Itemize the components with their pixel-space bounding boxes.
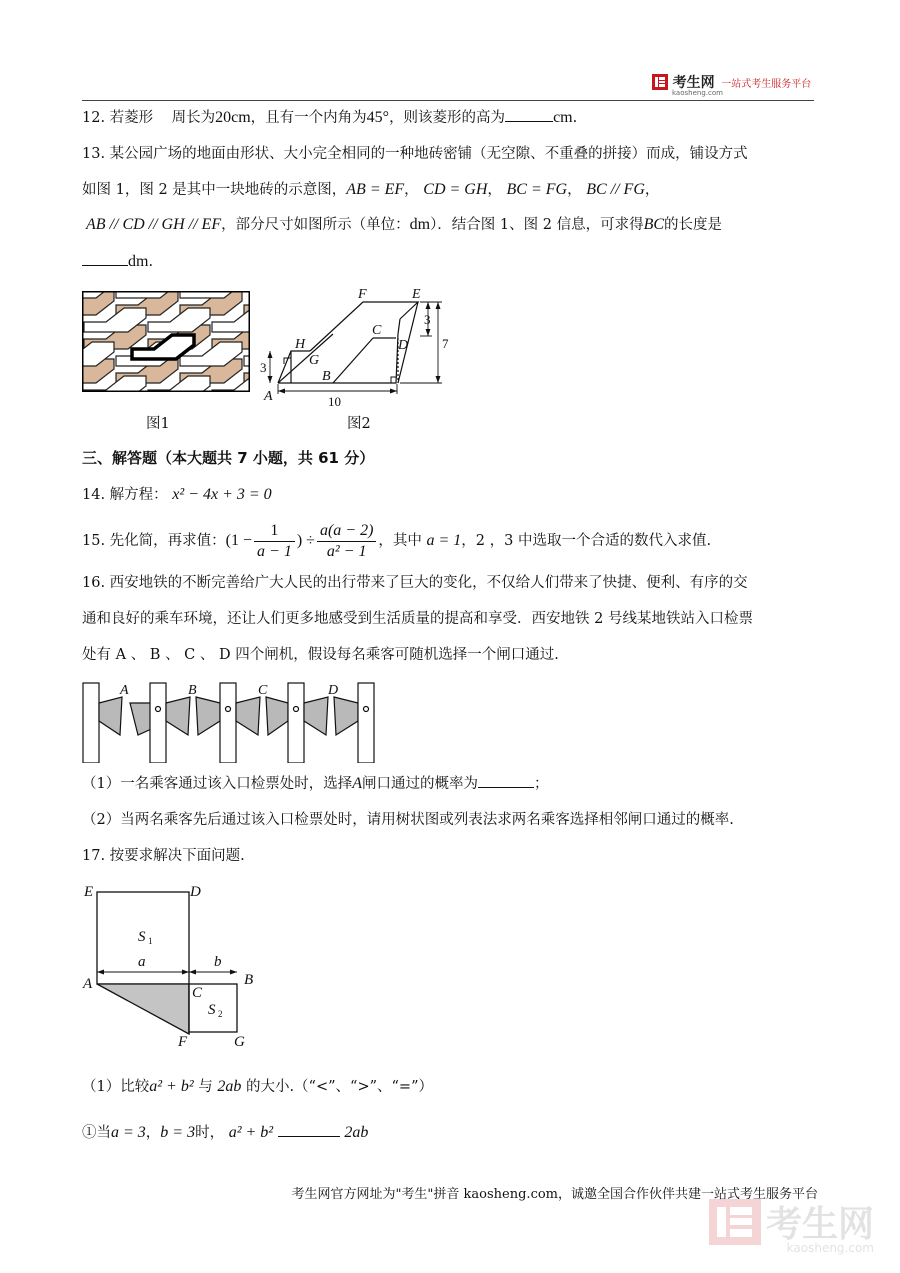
- header-rule: [82, 100, 814, 101]
- brand-slogan: 一站式考生服务平台: [721, 78, 812, 90]
- label-E: E: [412, 287, 421, 302]
- figure-1-tiling: [82, 291, 250, 392]
- answer-blank[interactable]: [82, 251, 128, 266]
- dim-10: 10: [328, 394, 341, 409]
- q16-part2: （2）当两名乘客先后通过该入口检票处时，请用树状图或列表法求两名乘客选择相邻闸口通过的概率.: [82, 812, 734, 828]
- label-b: b: [214, 954, 222, 970]
- q13-line1: 13. 某公园广场的地面由形状、大小完全相同的一种地砖密铺（无空隙、不重叠的拼接）而成，铺设方式: [82, 146, 748, 162]
- answer-blank[interactable]: [278, 1122, 340, 1137]
- label-D: D: [398, 338, 409, 353]
- figure-q17: [80, 880, 270, 1052]
- label-A: A: [264, 389, 273, 404]
- label-B: B: [322, 369, 331, 384]
- label-C: C: [372, 323, 382, 338]
- watermark-logo-icon: [709, 1199, 761, 1245]
- watermark-domain: kaosheng.com: [786, 1241, 874, 1255]
- label-F: F: [358, 287, 367, 302]
- label-H: H: [295, 337, 306, 352]
- label-S2: S: [208, 1002, 216, 1018]
- fraction-2: $\frac{a(a - 2)}{\text{a² − 1}}$: [317, 521, 376, 562]
- gate-C-label: C: [258, 683, 268, 698]
- watermark-brand: 考生网: [765, 1204, 874, 1245]
- q16-line2: 通和良好的乘车环境，还让人们更多地感受到生活质量的提高和享受．西安地铁 2 号线某地铁站入口检票: [82, 611, 753, 627]
- dim-3-left: 3: [260, 360, 267, 375]
- figure-2-caption: 图2: [347, 416, 371, 432]
- figure-2-tile: [258, 284, 454, 412]
- label-S2-sub: 2: [218, 1009, 223, 1019]
- fraction-1: $\frac{1}{a - 1}$: [254, 521, 295, 562]
- q16-line3: 处有 A 、 B 、 C 、 D 四个闸机，假设每名乘客可随机选择一个闸口通过.: [82, 647, 559, 663]
- label-G: G: [234, 1034, 245, 1050]
- label-F: F: [178, 1034, 188, 1050]
- q16-part1: （1）一名乘客通过该入口检票处时，选择A闸口通过的概率为 ；: [82, 775, 549, 792]
- dim-3-right: 3: [424, 312, 431, 327]
- gate-D-label: D: [328, 683, 339, 698]
- dim-7: 7: [442, 336, 449, 351]
- q13-line3: AB // CD // GH // EF，部分尺寸如图所示（单位：dm）．结合图 1、图 2 信息，可求得BC的长度是: [86, 216, 723, 233]
- label-D: D: [190, 884, 201, 900]
- footer-text: 考生网官方网址为"考生"拼音 kaosheng.com，诚邀全国合作伙伴共建一站式考生服务平台: [291, 1187, 818, 1202]
- label-a: a: [138, 954, 146, 970]
- brand-domain: kaosheng.com: [672, 89, 723, 97]
- q15: 15. 先化简，再求值：(1 − $\frac{1}{a - 1}$ ) ÷ $\frac{a(a - 2)}{\text{a² − 1}}$ ，其中 a = 1，2 ，3 中选取一个合适的数代入求值.: [82, 521, 712, 560]
- brand-logo-icon: [652, 74, 668, 90]
- section-3-title: 三、解答题（本大题共 7 小题，共 61 分）: [82, 449, 375, 467]
- answer-blank[interactable]: [478, 773, 534, 788]
- q14: 14. 解方程： x² − 4x + 3 = 0: [82, 486, 272, 503]
- header-logo: [652, 72, 811, 97]
- label-B: B: [244, 972, 254, 988]
- answer-blank[interactable]: [505, 107, 553, 122]
- q17-line1: 17. 按要求解决下面问题.: [82, 848, 245, 864]
- q12: 12. 若菱形 周长为20cm，且有一个内角为45°，则该菱形的高为 cm.: [82, 109, 578, 126]
- q17-part1: （1）比较a² + b² 与 2ab 的大小.（“<”、“>”、“=”）: [82, 1078, 433, 1095]
- q16-line1: 16. 西安地铁的不断完善给广大人民的出行带来了巨大的变化，不仅给人们带来了快捷、便利、有序的交: [82, 575, 748, 591]
- label-S1: S: [138, 929, 146, 945]
- label-S1-sub: 1: [148, 936, 153, 946]
- figure-gates: [82, 681, 378, 763]
- label-C: C: [192, 985, 203, 1001]
- brand-name: 考生网: [672, 75, 715, 91]
- q13-line2: 如图 1，图 2 是其中一块地砖的示意图，AB = EF， CD = GH， BC = FG， BC // FG，: [82, 181, 660, 198]
- label-G: G: [309, 353, 320, 368]
- label-E: E: [84, 884, 94, 900]
- q13-line4: dm.: [82, 251, 153, 273]
- label-A: A: [83, 976, 93, 992]
- gate-A-label: A: [120, 683, 129, 698]
- figure-1-caption: 图1: [146, 416, 170, 432]
- watermark: [709, 1196, 874, 1255]
- gate-B-label: B: [188, 683, 197, 698]
- q17-sub1: ①当a = 3，b = 3时， a² + b² 2ab: [82, 1124, 369, 1141]
